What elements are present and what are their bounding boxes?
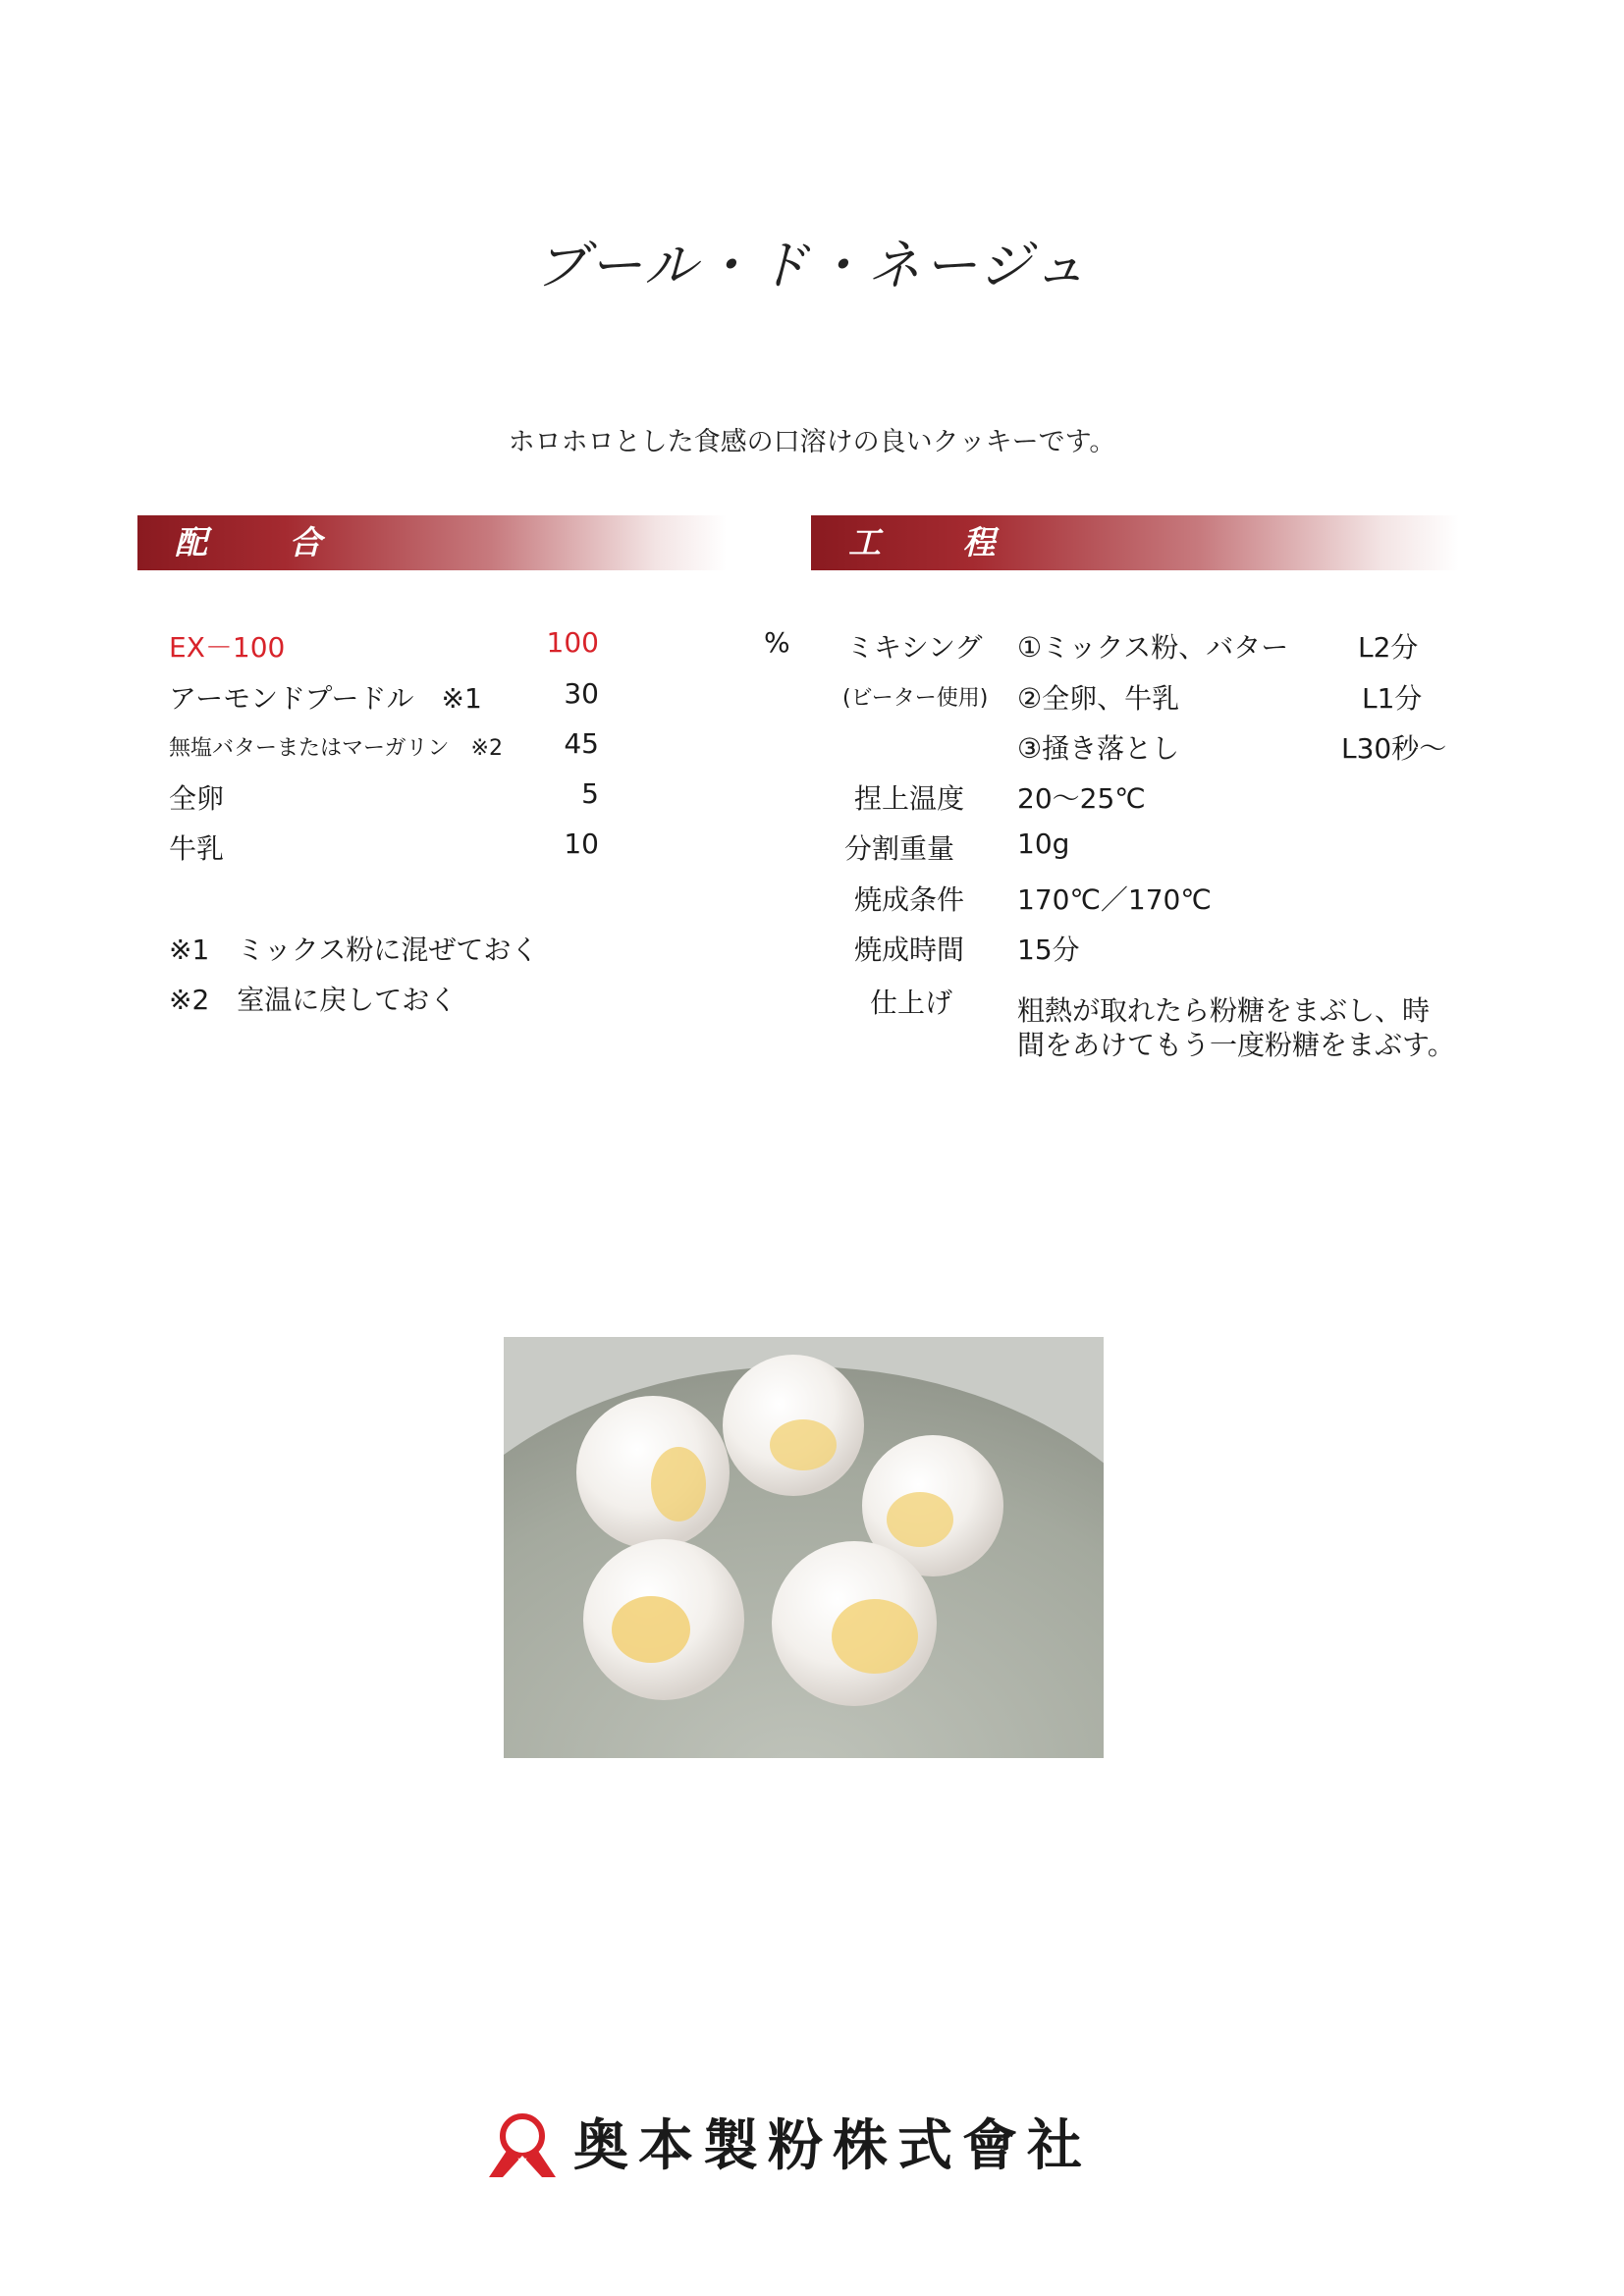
formula-item-value: 30 [564, 677, 599, 710]
mixing-step: ③掻き落とし [1017, 732, 1180, 765]
process-label: 捏上温度 [854, 782, 965, 815]
formula-item-name: 無塩バターまたはマーガリン ※2 [169, 736, 503, 761]
formula-item-name: 牛乳 [169, 832, 225, 865]
process-heading: 工 程 [848, 523, 1031, 561]
formula-note: ※2 室温に戻しておく [169, 984, 458, 1016]
cookie-illustration [504, 1337, 1104, 1758]
formula-heading: 配 合 [175, 523, 357, 561]
process-value: 170℃／170℃ [1017, 883, 1212, 916]
process-value: 20～25℃ [1017, 782, 1146, 815]
unit-label: % [764, 626, 790, 659]
formula-item-name: 全卵 [169, 782, 225, 815]
formula-item-name: EX－100 [169, 631, 286, 664]
company-emblem-icon [485, 2107, 560, 2181]
process-banner [811, 515, 1459, 570]
formula-item-value: 5 [581, 777, 599, 810]
mixing-step: ①ミックス粉、バター [1017, 631, 1289, 664]
formula-note: ※1 ミックス粉に混ぜておく [169, 934, 539, 966]
mixing-time: L2分 [1358, 631, 1419, 664]
company-logo-mark [485, 2107, 560, 2185]
formula-item-value: 45 [564, 727, 599, 760]
company-name: 奥本製粉株式會社 [573, 2113, 1092, 2178]
formula-item-name: アーモンドプードル ※1 [169, 682, 482, 715]
process-value: 15分 [1017, 934, 1080, 966]
product-photo [504, 1337, 1104, 1758]
finish-label: 仕上げ [870, 987, 953, 1019]
process-label: 焼成時間 [854, 934, 965, 966]
process-value: 10g [1017, 828, 1070, 860]
process-label: 分割重量 [844, 832, 955, 865]
formula-item-value: 100 [546, 626, 599, 659]
mixing-label: ミキシング [846, 631, 983, 664]
page-subtitle: ホロホロとした食感の口溶けの良いクッキーです。 [508, 427, 1116, 457]
mixing-time: L1分 [1362, 682, 1423, 715]
formula-banner [137, 515, 727, 570]
formula-item-value: 10 [564, 828, 599, 860]
page-title: ブール・ド・ネージュ [534, 235, 1090, 296]
process-label: 焼成条件 [854, 883, 965, 916]
mixing-sublabel: (ビーター使用) [842, 686, 989, 711]
finish-text-line: 粗熱が取れたら粉糖をまぶし、時 [1017, 994, 1431, 1027]
mixing-step: ②全卵、牛乳 [1017, 682, 1180, 715]
mixing-time: L30秒～ [1341, 732, 1447, 765]
finish-text-line: 間をあけてもう一度粉糖をまぶす。 [1017, 1029, 1455, 1061]
